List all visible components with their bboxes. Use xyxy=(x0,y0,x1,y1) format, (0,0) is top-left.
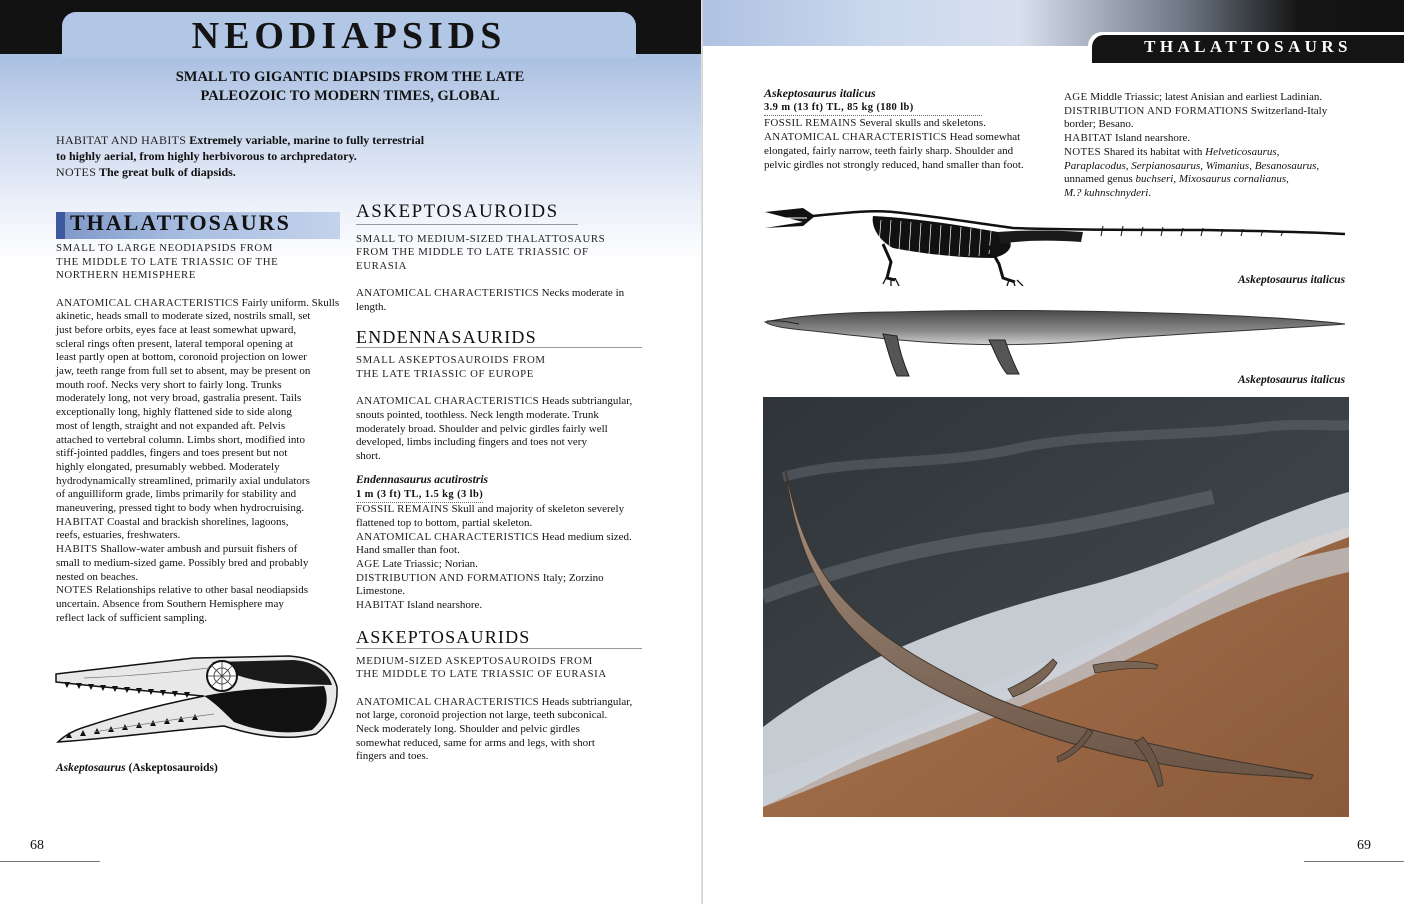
desc-line: SMALL TO LARGE NEODIAPSIDS FROM xyxy=(56,242,273,254)
body-line xyxy=(56,297,346,311)
askeptosaurids-heading: ASKEPTOSAURIDS xyxy=(356,631,642,649)
field-text: moderately long, not very broad, gastralia present. Tails xyxy=(56,392,302,405)
field-text: fingers and toes. xyxy=(356,750,429,763)
page-subtitle xyxy=(80,68,620,106)
field-text: Heads subtriangular, xyxy=(541,395,633,408)
caption-genus: Askeptosaurus xyxy=(56,762,126,774)
body-line xyxy=(356,737,642,751)
field-text: stiff-jointed paddles, fingers and toes present but not xyxy=(56,447,288,460)
field-text: Shallow-water ambush and pursuit fishers of xyxy=(100,543,298,556)
body-line xyxy=(56,434,346,448)
section-title: THALATTOSAURS xyxy=(1144,37,1352,56)
species-body xyxy=(356,503,642,613)
field-label: HABITAT xyxy=(56,515,105,528)
subtitle-line: PALEOZOIC TO MODERN TIMES, GLOBAL xyxy=(200,88,500,104)
body-line xyxy=(356,750,642,764)
body-line xyxy=(356,503,642,517)
body-line xyxy=(56,612,346,626)
body-line xyxy=(56,461,346,475)
field-text: Head somewhat xyxy=(949,131,1021,144)
body-line xyxy=(356,395,642,409)
notes-line xyxy=(1064,173,1374,187)
thalattosaurs-column xyxy=(56,242,346,625)
body-line xyxy=(56,420,346,434)
body-line xyxy=(56,406,346,420)
body-line xyxy=(764,145,1059,159)
thalattosaurs-heading: THALATTOSAURS xyxy=(70,210,291,235)
field-text: uncertain. Absence from Southern Hemisphere may xyxy=(56,597,284,610)
field-label: HABITAT xyxy=(1064,132,1113,145)
notes-sep: , xyxy=(1173,173,1177,186)
field-text: Several skulls and skeletons. xyxy=(859,117,986,130)
species-name: Askeptosaurus italicus xyxy=(764,86,876,100)
body-line: length. xyxy=(356,300,387,313)
notes-taxon: buchseri xyxy=(1135,173,1174,186)
field-text: akinetic, heads small to moderate sized, nostrils small, set xyxy=(56,310,311,323)
body-line xyxy=(764,131,1059,145)
body-line xyxy=(356,517,642,531)
field-text: mouth roof. Necks very short to fairly long. Trunks xyxy=(56,378,282,391)
species-body-cont xyxy=(1064,91,1374,146)
field-text: elongated, fairly narrow, teeth fairly sharp. Shoulder and xyxy=(764,144,1014,157)
endennasaurids-desc xyxy=(356,354,642,381)
page-number-rule xyxy=(1304,861,1404,862)
askeptosaurus-skull-illustration xyxy=(54,652,339,752)
notes-taxon: Wimanius xyxy=(1205,159,1250,172)
notes-taxon: Besanosaurus, xyxy=(1254,159,1320,172)
desc-line: THE MIDDLE TO LATE TRIASSIC OF EURASIA xyxy=(356,668,607,681)
field-text: Hand smaller than foot. xyxy=(356,544,460,557)
body-line xyxy=(356,558,642,572)
field-label: HABITS xyxy=(56,543,98,556)
field-text: scleral rings often present, lateral temporal opening at xyxy=(56,337,294,350)
notes-taxon: M.? kuhnschnyderi xyxy=(1064,186,1149,199)
askeptosauroids-body xyxy=(356,287,642,314)
notes-text: unnamed genus xyxy=(1064,173,1133,186)
field-text: Island nearshore. xyxy=(1115,132,1191,145)
body-line xyxy=(56,529,346,543)
body-line xyxy=(356,709,642,723)
field-text: flattened top to bottom, partial skeleton. xyxy=(356,516,533,529)
askeptosaurids-body xyxy=(356,696,642,765)
notes-text: Shared its habitat with xyxy=(1103,145,1203,158)
notes-sep: , xyxy=(1249,159,1255,172)
profile-caption: Askeptosaurus italicus xyxy=(1238,374,1346,386)
right-page xyxy=(703,0,1404,904)
field-text: short. xyxy=(356,450,381,463)
field-text: most of length, straight and not expanded aft. Pelvis xyxy=(56,419,286,432)
field-label: HABITAT xyxy=(356,599,405,612)
desc-line: SMALL TO MEDIUM-SIZED THALATTOSAURS xyxy=(356,232,606,245)
body-line xyxy=(356,585,642,599)
field-text: of anguilliform grade, limbs primarily for stability and xyxy=(56,488,297,501)
field-text: jaw, teeth range from full set to absent, may be present on xyxy=(56,365,311,378)
body-line xyxy=(56,598,346,612)
field-label: AGE xyxy=(356,558,380,571)
field-text: moderately broad. Shoulder and pelvic girdles fairly well xyxy=(356,422,608,435)
field-text: Switzerland-Italy xyxy=(1250,104,1328,117)
desc-line: FROM THE MIDDLE TO LATE TRIASSIC OF xyxy=(356,246,589,259)
body-line xyxy=(764,117,1059,131)
field-text: developed, limbs including fingers and toes not very xyxy=(356,436,587,449)
field-text: nested on beaches. xyxy=(56,570,139,583)
habitat-text: Extremely variable, marine to fully terrestrial xyxy=(189,133,425,147)
body-line xyxy=(56,392,346,406)
field-label: ANATOMICAL CHARACTERISTICS xyxy=(356,695,539,708)
notes-line xyxy=(1064,146,1374,160)
body-line xyxy=(56,502,346,516)
field-label: ANATOMICAL CHARACTERISTICS xyxy=(356,530,539,543)
thalattosaurs-body xyxy=(56,297,346,626)
askeptosauroids-heading: ASKEPTOSAUROIDS xyxy=(356,205,578,225)
body-line xyxy=(56,310,346,324)
species-body xyxy=(764,117,1059,172)
field-text: Skull and majority of skeleton severely xyxy=(451,503,625,516)
desc-line: EURASIA xyxy=(356,259,407,272)
notes-text: The great bulk of diapsids. xyxy=(98,165,236,179)
body-line xyxy=(356,544,642,558)
body-line xyxy=(56,351,346,365)
page-number-left: 68 xyxy=(30,838,44,853)
species-size: 3.9 m (13 ft) TL, 85 kg (180 lb) xyxy=(764,101,982,117)
notes-sep: , xyxy=(1125,159,1132,172)
field-text: Limestone. xyxy=(356,585,406,598)
body-line xyxy=(56,338,346,352)
field-text: maneuvering, pressed tight to body when hydrocruising. xyxy=(56,502,305,515)
body-line xyxy=(356,436,642,450)
body-line xyxy=(356,723,642,737)
habitat-label: HABITAT AND HABITS xyxy=(56,133,187,147)
field-label: DISTRIBUTION AND FORMATIONS xyxy=(1064,104,1249,117)
subtitle-line: SMALL TO GIGANTIC DIAPSIDS FROM THE LATE xyxy=(175,69,525,85)
field-text: Italy; Zorzino xyxy=(542,571,604,584)
body-line xyxy=(356,287,642,301)
intro-line: to highly aerial, from highly herbivorous to archpredatory. xyxy=(56,149,357,163)
field-text: attached to vertebral column. Limbs short, modified into xyxy=(56,433,305,446)
body-line xyxy=(356,409,642,423)
field-text: somewhat reduced, same for arms and legs, with short xyxy=(356,736,595,749)
body-line xyxy=(356,696,642,710)
species-name: Endennasaurus acutirostris xyxy=(356,473,488,486)
field-text: Coastal and brackish shorelines, lagoons, xyxy=(107,515,289,528)
endennasaurids-body xyxy=(356,395,642,464)
field-text: small to medium-sized game. Possibly bred and probably xyxy=(56,556,309,569)
intro-line xyxy=(56,164,476,180)
body-line xyxy=(764,159,1059,173)
thalattosaurs-desc xyxy=(56,242,346,283)
field-text: hydrodynamically streamlined, primarily axial undulators xyxy=(56,474,310,487)
body-line xyxy=(56,516,346,530)
field-text: Island nearshore. xyxy=(407,599,483,612)
species-entry-col1 xyxy=(764,87,1059,172)
body-line xyxy=(1064,132,1374,146)
notes-sep: . xyxy=(1148,186,1152,199)
field-text: Middle Triassic; latest Anisian and earliest Ladinian. xyxy=(1090,91,1323,103)
body-line xyxy=(56,571,346,585)
page-title: NEODIAPSIDS xyxy=(191,15,507,57)
field-text: least partly open at bottom, coronoid projection on lower xyxy=(56,351,307,364)
page-number-right: 69 xyxy=(1357,838,1371,853)
body-line xyxy=(356,531,642,545)
body-line xyxy=(356,423,642,437)
notes-taxon: Paraplacodus xyxy=(1064,159,1126,172)
notes-sep: , xyxy=(1200,159,1206,172)
field-label: FOSSIL REMAINS xyxy=(356,503,449,516)
desc-line: NORTHERN HEMISPHERE xyxy=(56,269,197,281)
body-line xyxy=(1064,91,1374,105)
field-text: Fairly uniform. Skulls xyxy=(241,296,340,309)
body-line xyxy=(356,599,642,613)
notes-line xyxy=(1064,160,1374,174)
body-line xyxy=(56,488,346,502)
body-line xyxy=(56,543,346,557)
field-text: Neck moderately long. Shoulder and pelvic girdles xyxy=(356,722,580,735)
heading-accent xyxy=(56,212,65,239)
desc-line: THE LATE TRIASSIC OF EUROPE xyxy=(356,367,534,380)
species-entry-col2 xyxy=(1064,91,1374,201)
body-line xyxy=(56,447,346,461)
skull-caption xyxy=(56,762,218,774)
field-label: NOTES xyxy=(56,584,93,597)
field-text: Relationships relative to other basal neodiapsids xyxy=(95,584,309,597)
desc-line: SMALL ASKEPTOSAUROIDS FROM xyxy=(356,354,546,367)
body-line xyxy=(1064,105,1374,119)
intro-block xyxy=(56,132,476,180)
field-text: just before orbits, eyes face at least somewhat upward, xyxy=(56,323,297,336)
askeptosaurids-desc xyxy=(356,655,642,682)
askeptosauroids-column xyxy=(356,201,642,764)
notes-taxon: Mixosaurus cornalianus, xyxy=(1178,173,1289,186)
skeleton-caption: Askeptosaurus italicus xyxy=(1238,274,1346,286)
field-label: AGE xyxy=(1064,91,1088,103)
askeptosauroids-desc xyxy=(356,233,642,274)
species-size: 1 m (3 ft) TL, 1.5 kg (3 lb) xyxy=(356,488,483,504)
field-text: not large, coronoid projection not large, teeth subconical. xyxy=(356,709,608,722)
field-label: DISTRIBUTION AND FORMATIONS xyxy=(356,571,541,584)
field-label: FOSSIL REMAINS xyxy=(764,117,857,130)
notes-label: NOTES xyxy=(1064,145,1101,158)
field-label: ANATOMICAL CHARACTERISTICS xyxy=(356,395,539,408)
body-line xyxy=(56,324,346,338)
askeptosaurus-beach-painting xyxy=(763,397,1349,817)
notes-taxon: Helveticosaurus, xyxy=(1205,145,1280,158)
field-text: reefs, estuaries, freshwaters. xyxy=(56,529,181,542)
notes-taxon: Serpianosaurus xyxy=(1131,159,1201,172)
field-text: pelvic girdles not strongly reduced, hand smaller than foot. xyxy=(764,158,1024,171)
anatomical-label: ANATOMICAL CHARACTERISTICS xyxy=(356,287,539,300)
field-text: Head medium sized. xyxy=(541,530,632,543)
field-text: Late Triassic; Norian. xyxy=(382,558,478,571)
field-text: reflect lack of sufficient sampling. xyxy=(56,611,207,624)
askeptosaurus-profile-illustration xyxy=(763,304,1347,380)
body-line xyxy=(56,557,346,571)
intro-line xyxy=(56,132,476,148)
body-line xyxy=(56,475,346,489)
field-label: ANATOMICAL CHARACTERISTICS xyxy=(764,131,947,144)
body-text: Necks moderate in xyxy=(541,287,625,300)
desc-line: THE MIDDLE TO LATE TRIASSIC OF THE xyxy=(56,255,279,268)
field-text: exceptionally long, highly flattened side to side along xyxy=(56,406,292,419)
body-line xyxy=(56,584,346,598)
notes-label: NOTES xyxy=(56,165,97,179)
endennasaurus-entry xyxy=(356,474,642,613)
desc-line: MEDIUM-SIZED ASKEPTOSAUROIDS FROM xyxy=(356,654,593,667)
field-label: ANATOMICAL CHARACTERISTICS xyxy=(56,296,239,309)
field-text: snouts pointed, toothless. Neck length moderate. Trunk xyxy=(356,409,599,422)
caption-group: (Askeptosauroids) xyxy=(125,762,218,774)
endennasaurids-heading: ENDENNASAURIDS xyxy=(356,331,642,349)
field-text: Heads subtriangular, xyxy=(541,695,633,708)
askeptosaurus-skeleton-illustration xyxy=(763,196,1347,286)
page-number-rule xyxy=(0,861,100,862)
body-line xyxy=(356,450,642,464)
body-line xyxy=(1064,118,1374,132)
body-line xyxy=(56,379,346,393)
field-text: highly elongated, presumably webbed. Moderately xyxy=(56,460,280,473)
body-line xyxy=(356,572,642,586)
body-line xyxy=(56,365,346,379)
field-text: border; Besano. xyxy=(1064,118,1134,131)
